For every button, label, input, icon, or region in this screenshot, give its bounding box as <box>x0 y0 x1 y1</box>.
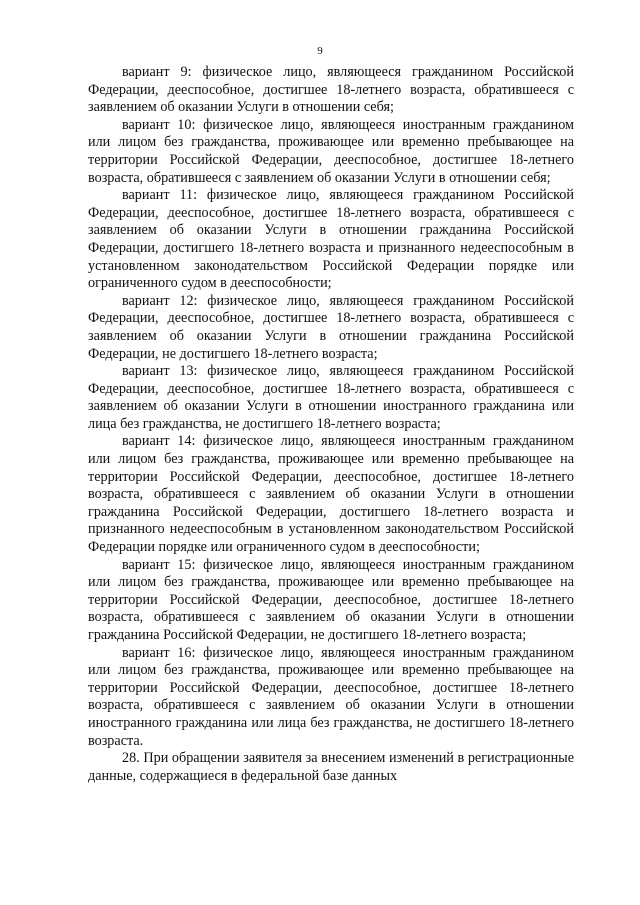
paragraph-variant-16: вариант 16: физическое лицо, являющееся иностранным гражданином или лицом без гражданства, проживающее или временно пребывающее на территории Российской Федерации, дееспособное, достигшее 18-летнего возраста, обратившееся с заявлением об оказании Услуги в отношении иностранного гражданина или лица без гражданства, не достигшего 18-летнего возраста. <box>88 644 574 749</box>
paragraph-variant-11: вариант 11: физическое лицо, являющееся гражданином Российской Федерации, дееспособное, достигшее 18-летнего возраста, обратившееся с заявлением об оказании Услуги в отношении гражданина Российской Федерации, достигшего 18-летнего возраста и признанного недееспособным в установленном законодательством Российской Федерации порядке или ограниченного судом в дееспособности; <box>88 187 574 292</box>
page-number: 9 <box>317 45 323 57</box>
paragraph-variant-12: вариант 12: физическое лицо, являющееся гражданином Российской Федерации, дееспособное, достигшее 18-летнего возраста, обратившееся с заявлением об оказании Услуги в отношении гражданина Российской Федерации, не достигшего 18-летнего возраста; <box>88 292 574 362</box>
paragraph-variant-14: вариант 14: физическое лицо, являющееся иностранным гражданином или лицом без гражданства, проживающее или временно пребывающее на территории Российской Федерации, дееспособное, достигшее 18-летнего возраста, обратившееся с заявлением об оказании Услуги в отношении гражданина Российской Федерации, достигшего 18-летнего возраста и признанного недееспособным в установленном законодательством Российской Федерации порядке или ограниченного судом в дееспособности; <box>88 433 574 556</box>
paragraph-variant-10: вариант 10: физическое лицо, являющееся иностранным гражданином или лицом без гражданства, проживающее или временно пребывающее на территории Российской Федерации, дееспособное, достигшее 18-летнего возраста, обратившееся с заявлением об оказании Услуги в отношении себя; <box>88 116 574 186</box>
paragraph-item-28: 28. При обращении заявителя за внесением изменений в регистрационные данные, содержащиеся в федеральной базе данных <box>88 750 574 784</box>
paragraph-variant-9: вариант 9: физическое лицо, являющееся гражданином Российской Федерации, дееспособное, достигшее 18-летнего возраста, обратившееся с заявлением об оказании Услуги в отношении себя; <box>88 64 574 116</box>
paragraph-variant-13: вариант 13: физическое лицо, являющееся гражданином Российской Федерации, дееспособное, достигшее 18-летнего возраста, обратившееся с заявлением об оказании Услуги в отношении иностранного гражданина или лица без гражданства, не достигшего 18-летнего возраста; <box>88 363 574 432</box>
document-body <box>88 64 574 785</box>
paragraph-variant-15: вариант 15: физическое лицо, являющееся иностранным гражданином или лицом без гражданства, проживающее или временно пребывающее на территории Российской Федерации, дееспособное, достигшее 18-летнего возраста, обратившееся с заявлением об оказании Услуги в отношении гражданина Российской Федерации, не достигшего 18-летнего возраста; <box>88 556 574 643</box>
